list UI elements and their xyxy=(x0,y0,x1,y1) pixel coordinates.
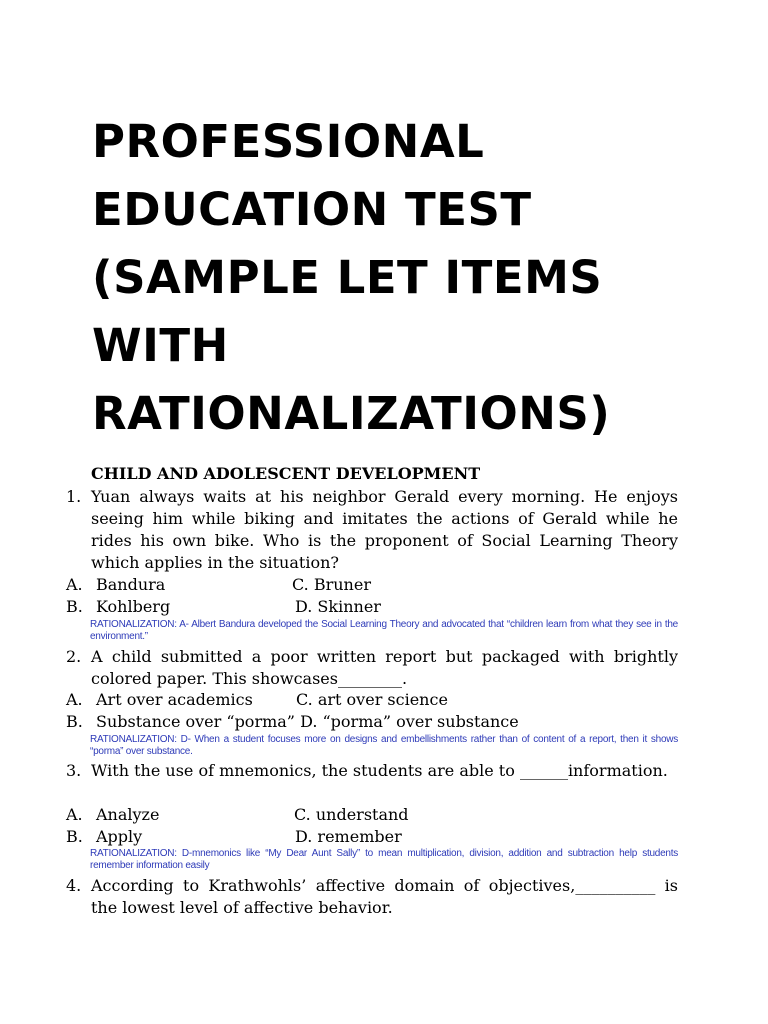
option-row xyxy=(66,689,678,711)
option-a: Analyze xyxy=(96,805,160,824)
title-line-3: (SAMPLE LET ITEMS xyxy=(92,251,603,304)
rationale-3: RATIONALIZATION: D-mnemonics like “My Dear Aunt Sally” to mean multiplication, division, addition and subtraction help students remember information easily xyxy=(90,848,678,871)
title-line-2: EDUCATION TEST xyxy=(92,183,532,236)
option-row xyxy=(66,804,678,826)
title-line-1: PROFESSIONAL xyxy=(92,115,485,168)
option-letter: A. xyxy=(66,805,83,824)
option-a: Art over academics xyxy=(96,690,253,709)
question-text: A child submitted a poor written report but packaged with brightly colored paper. This showcases________. xyxy=(91,647,678,688)
option-letter: A. xyxy=(66,690,83,709)
option-c: C. Bruner xyxy=(292,575,371,594)
section-heading: CHILD AND ADOLESCENT DEVELOPMENT xyxy=(91,464,481,483)
title-line-4: WITH xyxy=(92,319,229,372)
option-row xyxy=(66,826,678,848)
question-number: 2. xyxy=(66,647,82,666)
question-number: 1. xyxy=(66,487,82,506)
option-d: D. remember xyxy=(295,827,402,846)
option-row xyxy=(66,711,678,733)
rationale-1: RATIONALIZATION: A- Albert Bandura developed the Social Learning Theory and advocated that “children learn from what they see in the environment.” xyxy=(90,619,678,642)
question-2 xyxy=(66,646,678,690)
question-3 xyxy=(66,760,678,782)
option-letter: B. xyxy=(66,597,83,616)
option-row xyxy=(66,596,678,618)
question-1 xyxy=(66,486,678,574)
option-b: Kohlberg xyxy=(96,597,171,616)
rationale-2: RATIONALIZATION: D- When a student focuses more on designs and embellishments rather than of content of a report, then it shows “porma” over substance. xyxy=(90,734,678,757)
option-d: D. Skinner xyxy=(295,597,381,616)
option-b: Apply xyxy=(96,827,143,846)
option-row xyxy=(66,574,678,596)
document-title xyxy=(92,108,732,448)
option-a: Bandura xyxy=(96,575,166,594)
option-letter: A. xyxy=(66,575,83,594)
question-text: According to Krathwohls’ affective domain of objectives,__________ is the lowest level of affective behavior. xyxy=(91,876,678,917)
option-letter: B. xyxy=(66,712,83,731)
question-text: With the use of mnemonics, the students are able to ______information. xyxy=(91,761,668,780)
title-line-5: RATIONALIZATIONS) xyxy=(92,387,611,440)
option-b-d: Substance over “porma” D. “porma” over substance xyxy=(96,712,519,731)
question-number: 3. xyxy=(66,761,82,780)
question-text: Yuan always waits at his neighbor Gerald every morning. He enjoys seeing him while biking and imitates the actions of Gerald while he rides his own bike. Who is the proponent of Social Learning Theory which applies in the situation? xyxy=(91,487,678,572)
option-c: C. art over science xyxy=(296,690,448,709)
option-letter: B. xyxy=(66,827,83,846)
question-4 xyxy=(66,875,678,919)
option-c: C. understand xyxy=(294,805,409,824)
question-number: 4. xyxy=(66,876,82,895)
